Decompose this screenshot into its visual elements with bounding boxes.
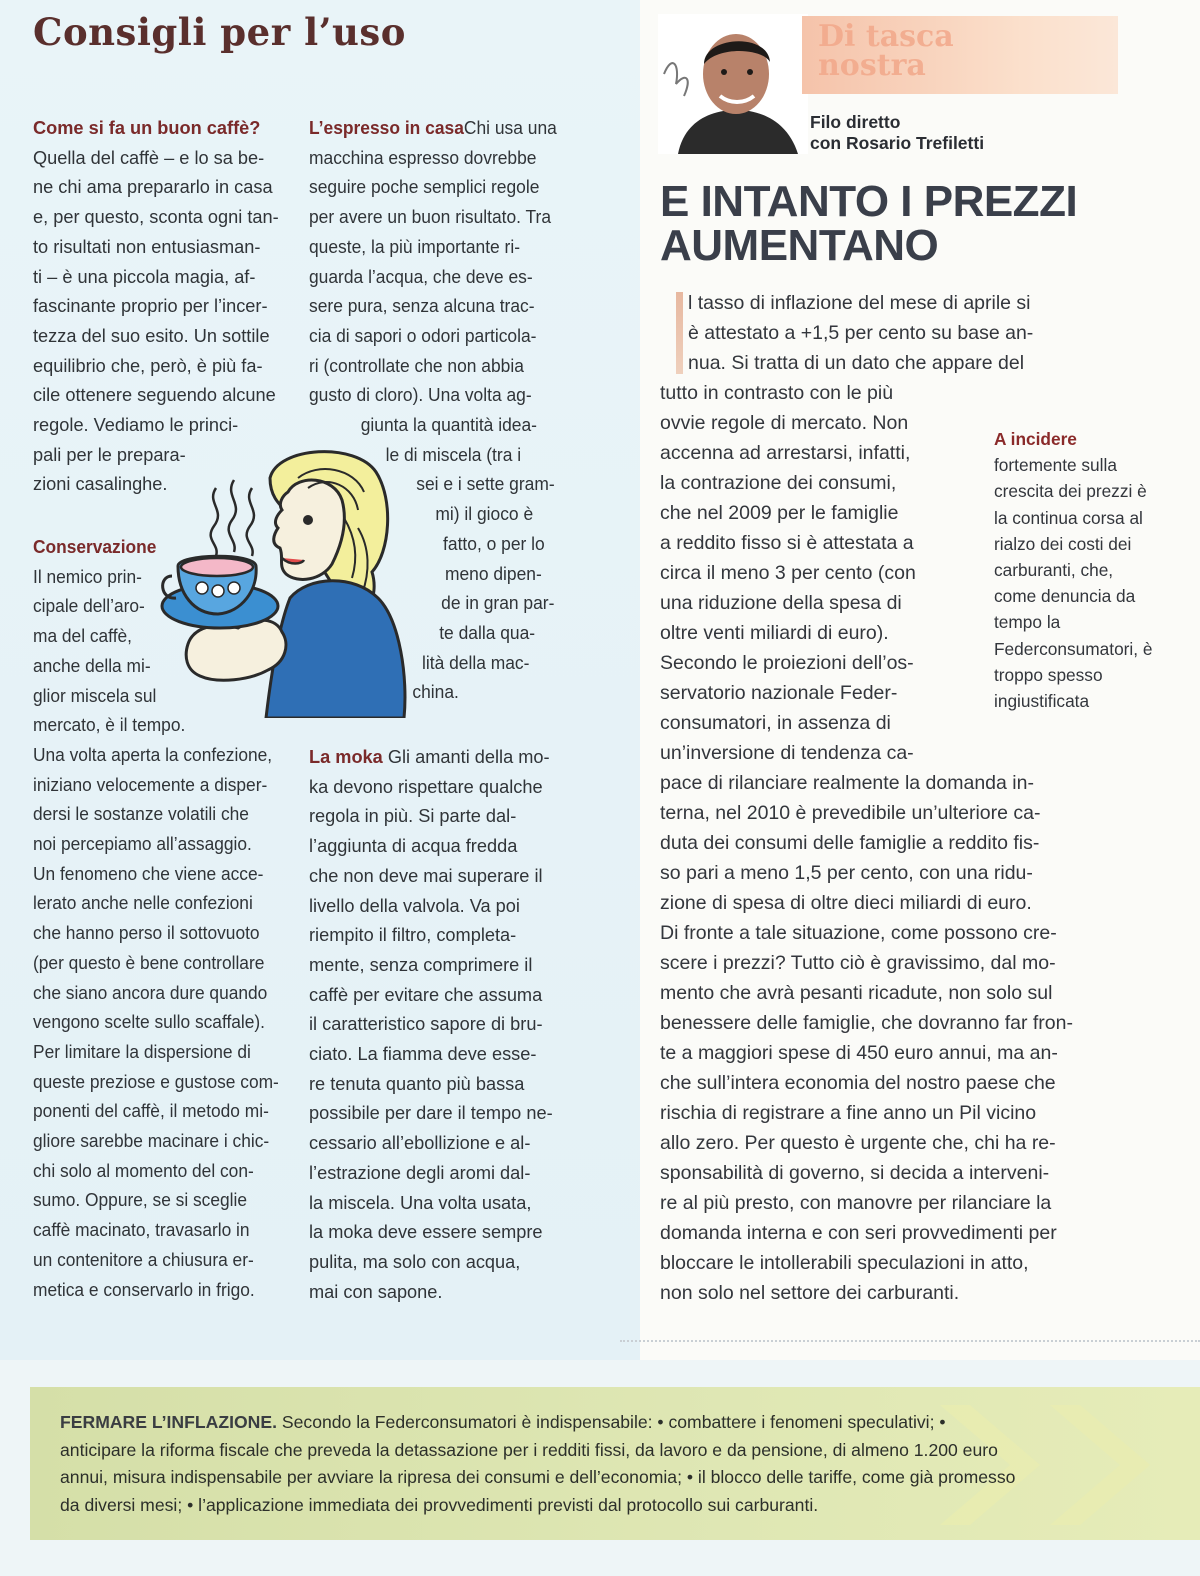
column-moka bbox=[309, 743, 553, 1307]
text-line: allo zero. Per questo è urgente che, chi ha re- bbox=[660, 1132, 1056, 1154]
text-line: Secondo le proiezioni dell’os- bbox=[660, 652, 914, 674]
article-bottom-border bbox=[620, 1340, 1200, 1342]
text-line: te a maggiori spese di 450 euro annui, ma an- bbox=[660, 1042, 1058, 1064]
text-line: carburanti, che, bbox=[994, 560, 1114, 581]
text-line: la contrazione dei consumi, bbox=[660, 472, 897, 494]
text-line: dersi le sostanze volatili che bbox=[33, 804, 249, 825]
text-line: bloccare le intollerabili speculazioni in atto, bbox=[660, 1252, 1029, 1274]
text-line: consumatori, in assenza di bbox=[660, 712, 891, 734]
sidebar-text bbox=[994, 452, 1153, 714]
text-line: macchina espresso dovrebbe bbox=[309, 147, 537, 168]
text-line: equilibrio che, però, è più fa- bbox=[33, 355, 263, 376]
text-line: fatto, o per lo bbox=[443, 533, 545, 554]
headline-line1: E INTANTO I PREZZI bbox=[660, 177, 1078, 226]
text-line: iniziano velocemente a disper- bbox=[33, 774, 268, 795]
text-line: mercato, è il tempo. bbox=[33, 715, 186, 736]
paragraph-first-line bbox=[33, 114, 279, 144]
text-line: anticipare la riforma fiscale che preveda la detassazione per i redditi fissi, da lavoro e da pensione, di almeno 1.200 euro bbox=[60, 1439, 998, 1460]
text-line: so pari a meno 1,5 per cento, con una ridu- bbox=[660, 862, 1033, 884]
text-line: fortemente sulla bbox=[994, 455, 1117, 476]
rubric-title bbox=[818, 19, 1018, 83]
text-line: noi percepiamo all’assaggio. bbox=[33, 834, 252, 855]
text-line: glior miscela sul bbox=[33, 685, 157, 706]
espresso-first-line-rest: Chi usa una bbox=[463, 118, 557, 138]
text-line: metica e conservarlo in frigo. bbox=[33, 1279, 255, 1300]
text-line: gusto di cloro). Una volta ag- bbox=[309, 385, 532, 406]
text-line: Federconsumatori, è bbox=[994, 638, 1153, 659]
text-line: tempo la bbox=[994, 612, 1061, 633]
rubric-title-line1: Di tasca bbox=[818, 19, 954, 54]
text-line: non solo nel settore dei carburanti. bbox=[660, 1282, 960, 1304]
espresso-paragraph bbox=[309, 144, 557, 411]
bottom-paragraph bbox=[60, 1437, 1015, 1520]
text-line: ne chi ama prepararlo in casa bbox=[33, 177, 273, 198]
text-line: regole. Vediamo le princi- bbox=[33, 415, 239, 436]
text-line: ovvie regole di mercato. Non bbox=[660, 412, 909, 434]
text-line: ponenti del caffè, il metodo mi- bbox=[33, 1101, 269, 1122]
text-line: gliore sarebbe macinare i chic- bbox=[33, 1131, 270, 1152]
text-line: sponsabilità di governo, si decida a interveni- bbox=[660, 1162, 1050, 1184]
text-line: queste preziose e gustose com- bbox=[33, 1071, 279, 1092]
text-line: Per limitare la dispersione di bbox=[33, 1041, 251, 1062]
text-line: vengono scelte sullo scaffale). bbox=[33, 1012, 266, 1033]
text-line: le di miscela (tra i bbox=[385, 444, 522, 465]
text-line: zione di spesa di oltre dieci miliardi di euro. bbox=[660, 892, 1032, 914]
paragraph-first-line bbox=[309, 743, 553, 773]
text-line: queste, la più importante ri- bbox=[309, 236, 521, 257]
text-line: il caratteristico sapore di bru- bbox=[309, 1014, 543, 1035]
eye-icon bbox=[303, 515, 313, 525]
bottom-info-text bbox=[60, 1409, 1015, 1519]
paragraph-first-line bbox=[309, 114, 557, 144]
text-line: re tenuta quanto più bassa bbox=[309, 1073, 525, 1094]
rubric-title-line2: nostra bbox=[818, 48, 926, 83]
byline-line1: Filo diretto bbox=[810, 112, 901, 132]
text-line: pali per le prepara- bbox=[33, 444, 186, 465]
text-line: ka devono rispettare qualche bbox=[309, 776, 543, 797]
text-line: rialzo dei costi dei bbox=[994, 533, 1132, 554]
text-line: lerato anche nelle confezioni bbox=[33, 893, 253, 914]
text-line: Il nemico prin- bbox=[33, 566, 142, 587]
text-line: sere pura, senza alcuna trac- bbox=[309, 296, 535, 317]
byline bbox=[810, 112, 984, 154]
text-line: lità della mac- bbox=[421, 652, 530, 673]
text-line: a reddito fisso si è attestata a bbox=[660, 532, 914, 554]
text-line: Quella del caffè – e lo sa be- bbox=[33, 147, 265, 168]
text-line: oltre venti miliardi di euro). bbox=[660, 622, 889, 644]
text-line: che nel 2009 per le famiglie bbox=[660, 502, 899, 524]
text-line: riempito il filtro, completa- bbox=[309, 925, 517, 946]
sidebar-callout bbox=[994, 426, 1153, 714]
text-line: l’aggiunta di acqua fredda bbox=[309, 836, 518, 857]
text-line: Un fenomeno che viene acce- bbox=[33, 863, 264, 884]
text-line: anche della mi- bbox=[33, 655, 151, 676]
bottom-heading: FERMARE L’INFLAZIONE. bbox=[60, 1412, 277, 1432]
text-line: duta dei consumi delle famiglie a reddito fis- bbox=[660, 832, 1040, 854]
text-line: Di fronte a tale situazione, come possono cre- bbox=[660, 922, 1057, 944]
text-line: fascinante proprio per l’incer- bbox=[33, 296, 268, 317]
text-line: pulita, ma solo con acqua, bbox=[309, 1251, 521, 1272]
intro-paragraph bbox=[33, 144, 279, 500]
byline-line2: con Rosario Trefiletti bbox=[810, 133, 985, 153]
text-line: zioni casalinghe. bbox=[33, 474, 168, 495]
text-line: re al più presto, con manovre per rilanciare la bbox=[660, 1192, 1052, 1214]
text-line: benessere delle famiglie, che dovranno far fron- bbox=[660, 1012, 1073, 1034]
heading-espresso: L’espresso in casa bbox=[309, 118, 464, 138]
section-title: Consigli per l’uso bbox=[33, 10, 406, 54]
column-coffee-intro bbox=[33, 114, 279, 500]
text-line: tutto in contrasto con le più bbox=[660, 382, 894, 404]
text-line: ma del caffè, bbox=[33, 626, 132, 647]
text-line: annui, misura indispensabile per avviare la ripresa dei consumi e dell’economia; • il blocco delle tariffe, come già promesso bbox=[60, 1467, 1016, 1487]
text-line: l’estrazione degli aromi dal- bbox=[309, 1162, 531, 1183]
text-line: ciato. La fiamma deve esse- bbox=[309, 1044, 537, 1065]
text-line: regola in più. Si parte dal- bbox=[309, 806, 517, 827]
text-line: cile ottenere seguendo alcune bbox=[33, 385, 276, 406]
text-line: da diversi mesi; • l’applicazione immediata dei provvedimenti previsti dal protocollo sui carburanti. bbox=[60, 1494, 819, 1515]
moka-first-line-rest: Gli amanti della mo- bbox=[387, 747, 550, 767]
text-line: to risultati non entusiasman- bbox=[33, 236, 261, 257]
heading-buon-caffe: Come si fa un buon caffè? bbox=[33, 118, 261, 138]
text-line: cia di sapori o odori particola- bbox=[309, 325, 537, 346]
text-line: per avere un buon risultato. Tra bbox=[309, 207, 552, 228]
text-line: livello della valvola. Va poi bbox=[309, 895, 520, 916]
text-line: possibile per dare il tempo ne- bbox=[309, 1103, 553, 1124]
bottom-first-line bbox=[60, 1409, 1015, 1437]
text-line: guarda l’acqua, che deve es- bbox=[309, 266, 533, 287]
text-line: mento che avrà pesanti ricadute, non solo sul bbox=[660, 982, 1053, 1004]
text-line: meno dipen- bbox=[444, 563, 542, 584]
bottom-first-line-rest: Secondo la Federconsumatori è indispensabile: • combattere i fenomeni speculativi; • bbox=[276, 1412, 946, 1432]
text-line: pace di rilanciare realmente la domanda in- bbox=[660, 772, 1034, 794]
steam-icon bbox=[211, 480, 254, 556]
text-line: te dalla qua- bbox=[439, 622, 536, 643]
author-photo bbox=[658, 14, 808, 154]
heading-conservazione: Conservazione bbox=[33, 537, 157, 557]
text-line: cessario all’ebollizione e al- bbox=[309, 1133, 531, 1154]
text-line: chi solo al momento del con- bbox=[33, 1160, 254, 1181]
text-line: (per questo è bene controllare bbox=[33, 952, 265, 973]
article-headline bbox=[660, 177, 1140, 270]
text-line: terna, nel 2010 è prevedibile un’ulteriore ca- bbox=[660, 802, 1041, 824]
text-line: cipale dell’aro- bbox=[33, 596, 145, 617]
woman-with-coffee-illustration bbox=[158, 448, 428, 718]
text-line: tezza del suo esito. Un sottile bbox=[33, 325, 270, 346]
text-line: come denuncia da bbox=[994, 586, 1136, 607]
text-line: che non deve mai superare il bbox=[309, 865, 543, 886]
text-line: sei e i sette gram- bbox=[416, 474, 555, 495]
text-line: una riduzione della spesa di bbox=[660, 592, 902, 614]
text-line: domanda interna e con seri provvedimenti per bbox=[660, 1222, 1057, 1244]
text-line: rischia di registrare a fine anno un Pil vicino bbox=[660, 1102, 1037, 1124]
text-line: mai con sapone. bbox=[309, 1281, 443, 1302]
text-line: è attestato a +1,5 per cento su base an- bbox=[688, 322, 1034, 344]
text-line: seguire poche semplici regole bbox=[309, 177, 540, 198]
text-line: ingiustificata bbox=[994, 691, 1090, 712]
text-line: nua. Si tratta di un dato che appare del bbox=[688, 352, 1025, 374]
text-line: servatorio nazionale Feder- bbox=[660, 682, 898, 704]
text-line: un’inversione di tendenza ca- bbox=[660, 742, 914, 764]
text-line: de in gran par- bbox=[441, 593, 555, 614]
headline-line2: AUMENTANO bbox=[660, 221, 939, 270]
text-line: ri (controllate che non abbia bbox=[309, 355, 524, 376]
moka-paragraph bbox=[309, 773, 553, 1308]
heading-moka: La moka bbox=[309, 747, 383, 767]
text-line: che siano ancora dure quando bbox=[33, 982, 268, 1003]
text-line: mente, senza comprimere il bbox=[309, 954, 533, 975]
text-line: giunta la quantità idea- bbox=[360, 415, 537, 436]
text-line: la moka deve essere sempre bbox=[309, 1222, 543, 1243]
text-line: mi) il gioco è bbox=[435, 504, 534, 525]
text-line: la miscela. Una volta usata, bbox=[309, 1192, 532, 1213]
text-line: l tasso di inflazione del mese di aprile si bbox=[688, 292, 1031, 314]
text-line: e, per questo, sconta ogni tan- bbox=[33, 207, 279, 228]
text-line: che hanno perso il sottovuoto bbox=[33, 923, 260, 944]
text-line: la continua corsa al bbox=[994, 507, 1143, 528]
text-line: scere i prezzi? Tutto ciò è gravissimo, dal mo- bbox=[660, 952, 1056, 974]
text-line: caffè per evitare che assuma bbox=[309, 984, 543, 1005]
text-line: troppo spesso bbox=[994, 664, 1103, 685]
text-line: china. bbox=[412, 682, 459, 703]
text-line: che sull’intera economia del nostro paese che bbox=[660, 1072, 1056, 1094]
text-line: Una volta aperta la confezione, bbox=[33, 744, 273, 765]
sidebar-heading: A incidere bbox=[994, 429, 1077, 449]
text-line: sumo. Oppure, se si sceglie bbox=[33, 1190, 247, 1211]
text-line: ti – è una piccola magia, af- bbox=[33, 266, 256, 287]
text-line: caffè macinato, travasarlo in bbox=[33, 1220, 250, 1241]
text-line: circa il meno 3 per cento (con bbox=[660, 562, 916, 584]
text-line: un contenitore a chiusura er- bbox=[33, 1249, 254, 1270]
text-line: crescita dei prezzi è bbox=[994, 481, 1147, 502]
text-line: accenna ad arrestarsi, infatti, bbox=[660, 442, 911, 464]
